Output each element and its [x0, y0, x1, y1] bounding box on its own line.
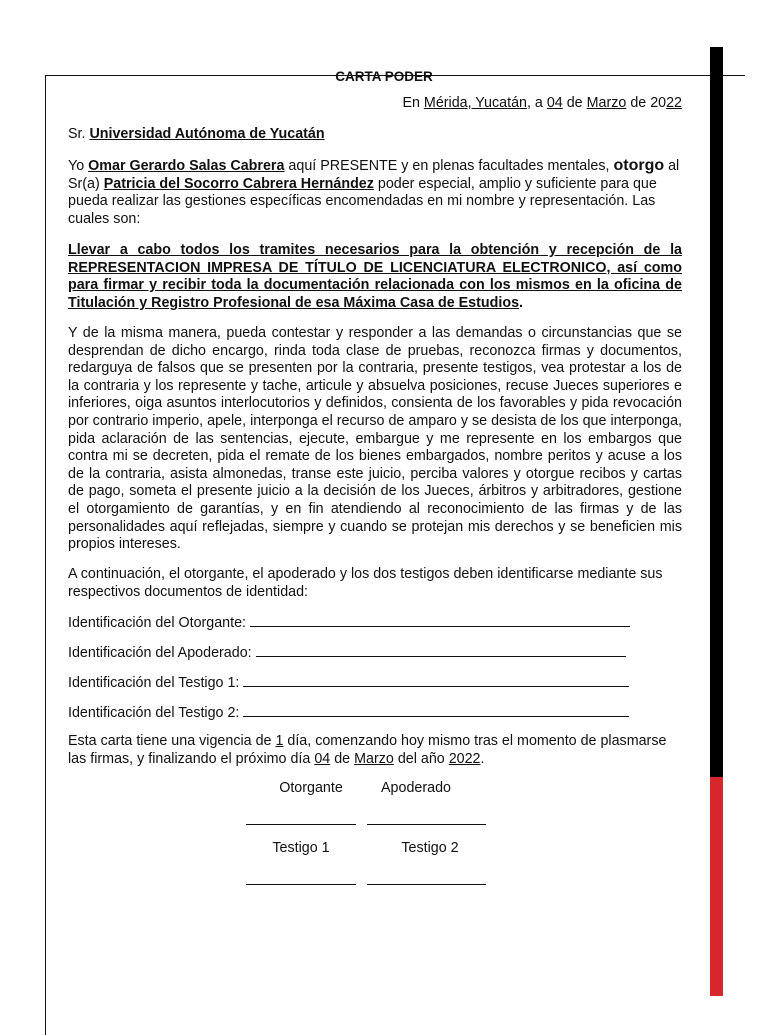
signature-label-witness1: Testigo 1	[272, 840, 330, 856]
p1-text: poder especial, amplio y suficiente para que pueda realizar las gestiones específicas encomendadas en mi nombre y representación. Las cuales son:	[68, 175, 657, 227]
validity-text: día, comenzando hoy mismo tras el momento de plasmarse las firmas, y finalizando el próximo día	[68, 733, 667, 767]
addressee-line	[68, 126, 682, 144]
signature-label-grantor: Otorgante	[279, 780, 343, 796]
validity-text: Esta carta tiene una vigencia de	[68, 733, 276, 749]
validity-year: 2022	[448, 750, 481, 767]
otorgo-word: otorgo	[613, 157, 665, 174]
validity-days: 1	[275, 733, 284, 749]
agent-name: Patricia del Socorro Cabrera Hernández	[103, 175, 374, 192]
signature-line-witness1[interactable]	[246, 883, 356, 885]
date-month: Marzo	[586, 95, 627, 111]
id-agent-label: Identificación del Apoderado:	[68, 645, 256, 661]
id-witness2-label: Identificación del Testigo 2:	[68, 705, 244, 721]
date-year: 22	[666, 95, 682, 111]
signature-line-grantor[interactable]	[246, 823, 356, 825]
paragraph-identification: A continuación, el otorgante, el apoderado y los dos testigos deben identificarse mediante sus respectivos documentos de identidad:	[68, 566, 663, 600]
p1-text: al Sr(a)	[68, 158, 680, 192]
id-witness1-line	[68, 673, 629, 693]
addressee-prefix: Sr.	[68, 126, 90, 142]
grantor-name: Omar Gerardo Salas Cabrera	[88, 158, 285, 174]
id-agent-blank[interactable]	[256, 643, 626, 657]
side-bar-red	[710, 777, 723, 996]
document-title: CARTA PODER	[335, 69, 433, 84]
date-sep: , a	[526, 95, 547, 111]
signature-line-witness2[interactable]	[367, 883, 486, 885]
paragraph-tasks	[68, 242, 682, 312]
id-grantor-line	[68, 613, 630, 633]
id-grantor-blank[interactable]	[250, 613, 630, 627]
paragraph-grant	[68, 157, 682, 228]
date-place: Mérida, Yucatán	[423, 95, 527, 111]
date-sep: de	[562, 95, 587, 111]
validity-text: de	[330, 750, 355, 767]
validity-text: .	[480, 750, 485, 767]
date-day: 04	[546, 95, 563, 111]
id-witness2-line	[68, 703, 629, 723]
id-witness1-label: Identificación del Testigo 1:	[68, 675, 244, 691]
validity-month: Marzo	[354, 750, 394, 767]
validity-day: 04	[314, 750, 331, 767]
signature-line-agent[interactable]	[367, 823, 486, 825]
date-line	[68, 95, 682, 113]
tasks-end: .	[519, 294, 524, 311]
p1-text: Yo	[68, 158, 89, 174]
paragraph-powers: Y de la misma manera, pueda contestar y responder a las demandas o circunstancias que se desprendan de dicho encargo, rinda toda clase de pruebas, reconozca firmas y documentos, redarguya de falsos que se presenten por la contraria, presente testigos, vea protestar a los de la contraria y los represente y tache, articule y absuelva posiciones, recuse Jueces superiores e inferiores, oiga asuntos interlocutorios y definidos, consienta de los favorables y pida revocación por contrario imperio, apele, interponga el recurso de amparo y se desista de los que interponga, pida aclaración de las sentencias, ejecute, embargue y me represente en los embargos que contra mi se decreten, pida el remate de los bienes embargados, nombre peritos y acuse a los de la contraria, asista almonedas, transe este juicio, perciba valores y otorgue recibos y cartas de pago, someta el presente juicio a la decisión de los Jueces, árbitros y arbitradores, gestione el otorgamiento de garantías, y en fin atendiendo al reconocimiento de las firmas y de las personalidades aquí reflejadas, siempre y cuando se protejan mis derechos y se beneficien mis propios intereses.	[68, 325, 682, 553]
addressee-name: Universidad Autónoma de Yucatán	[89, 126, 325, 142]
side-bar-black	[710, 47, 723, 777]
id-grantor-label: Identificación del Otorgante:	[68, 615, 250, 631]
tasks-text: Llevar a cabo todos los tramites necesarios para la obtención y recepción de la REPRESENTACION IMPRESA DE TÍTULO DE LICENCIATURA ELECTRONICO, así como para firmar y recibir toda la documentación relacionada con los mismos en la oficina de Titulación y Registro Profesional de esa Máxima Casa de Estudios	[68, 242, 682, 311]
date-prefix: En	[402, 95, 424, 111]
date-sep: de 20	[626, 95, 667, 111]
p1-text: aquí PRESENTE y en plenas facultades mentales,	[284, 158, 614, 174]
id-witness2-blank[interactable]	[243, 703, 629, 717]
signature-label-agent: Apoderado	[381, 780, 451, 796]
validity-text: del año	[393, 750, 449, 767]
paragraph-validity	[68, 733, 682, 768]
id-witness1-blank[interactable]	[243, 673, 629, 687]
id-agent-line	[68, 643, 626, 663]
signature-label-witness2: Testigo 2	[401, 840, 459, 856]
